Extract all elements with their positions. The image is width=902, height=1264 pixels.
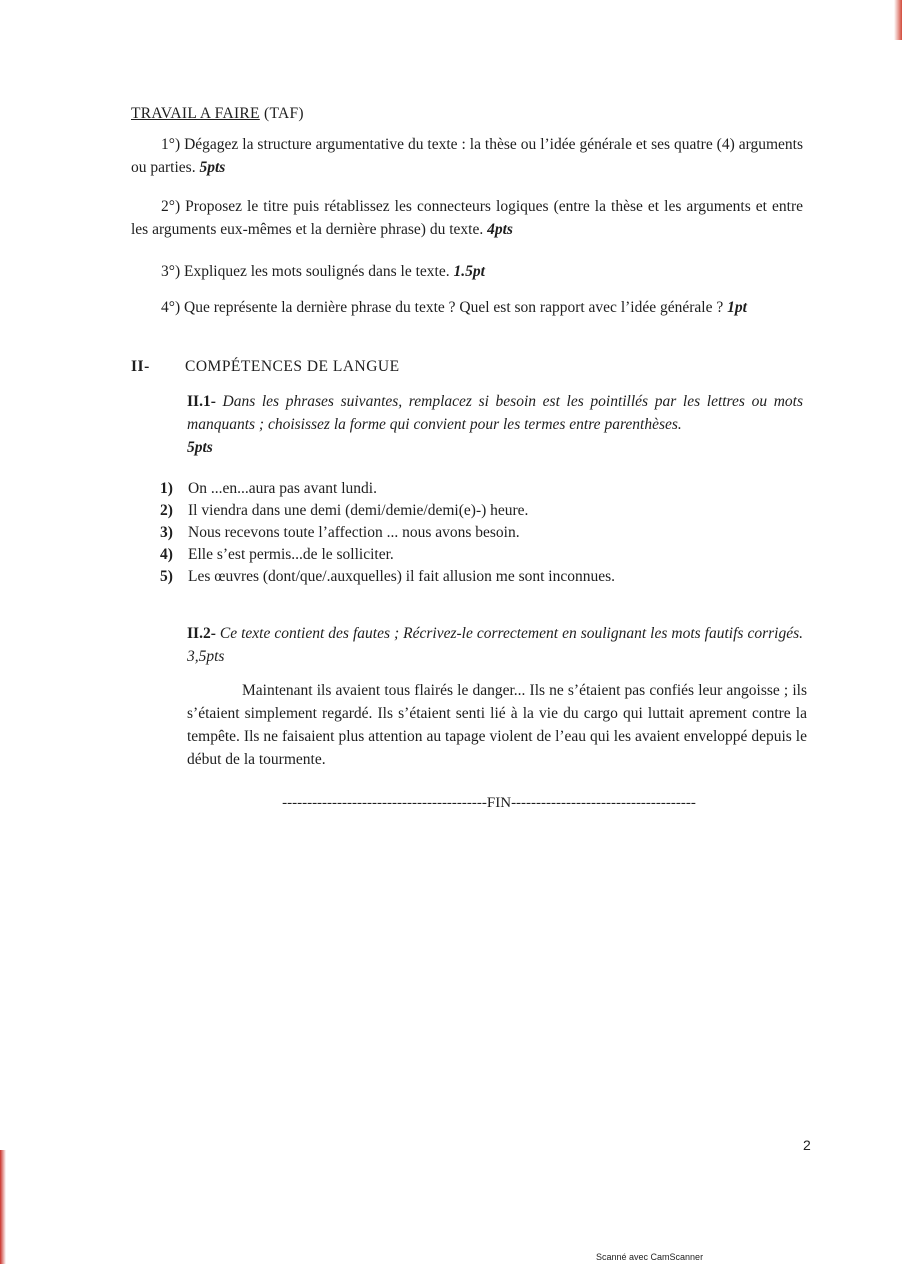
scan-edge-left bbox=[0, 1150, 6, 1264]
question-text: Que représente la dernière phrase du texte ? Quel est son rapport avec l’idée générale ? bbox=[180, 299, 728, 316]
list-item-text: Nous recevons toute l’affection ... nous avons besoin. bbox=[188, 524, 520, 541]
list-item-number: 4) bbox=[160, 546, 173, 563]
scanner-watermark: Scanné avec CamScanner bbox=[596, 1252, 704, 1262]
question-points: 1.5pt bbox=[453, 263, 485, 280]
question-label: 2°) bbox=[161, 198, 181, 215]
list-item-number: 5) bbox=[160, 568, 173, 585]
section-2-heading bbox=[131, 355, 400, 378]
section-title bbox=[131, 102, 304, 125]
paragraph-text: Maintenant ils avaient tous flairés le danger... Ils ne s’étaient pas confiés leur angoisse ; ils s’étaient simplement regardé. Ils s’étaient senti lié à la vie du cargo qui luttait aprement contre la tempête. Ils ne faisaient plus attention au tapage violent de l’eau qui les avaient enveloppé depuis le début de la tourmente. bbox=[187, 682, 807, 768]
exercise-2-label: II.2- bbox=[187, 625, 220, 642]
question-3 bbox=[131, 260, 803, 283]
list-item bbox=[160, 544, 615, 566]
exercise-1-text: Dans les phrases suivantes, remplacez si besoin est les pointillés par les lettres ou mots manquants ; choisissez la forme qui convient pour les termes entre parenthèses. bbox=[187, 393, 803, 433]
list-item-text: Elle s’est permis...de le solliciter. bbox=[188, 546, 394, 563]
list-item-text: Il viendra dans une demi (demi/demie/demi(e)-) heure. bbox=[188, 502, 529, 519]
question-label: 4°) bbox=[161, 299, 181, 316]
page-number: 2 bbox=[803, 1137, 811, 1153]
list-item-text: On ...en...aura pas avant lundi. bbox=[188, 480, 377, 497]
list-item-number: 3) bbox=[160, 524, 173, 541]
question-text: Proposez le titre puis rétablissez les connecteurs logiques (entre la thèse et les arguments et entre les arguments eux-mêmes et la dernière phrase) du texte. bbox=[131, 198, 803, 238]
exercise-2-paragraph bbox=[187, 679, 807, 771]
exercise-2-points: 3,5pts bbox=[187, 648, 225, 665]
section-2-number: II- bbox=[131, 358, 150, 375]
exercise-1-instruction bbox=[187, 390, 803, 459]
question-text: Expliquez les mots soulignés dans le texte. bbox=[180, 263, 454, 280]
question-text: Dégagez la structure argumentative du texte : la thèse ou l’idée générale et ses quatre (4) arguments ou parties. bbox=[131, 136, 803, 176]
question-2 bbox=[131, 195, 803, 241]
exercise-1-label: II.1- bbox=[187, 393, 223, 410]
exercise-2-text: Ce texte contient des fautes ; Récrivez-le correctement en soulignant les mots fautifs corrigés. bbox=[219, 625, 803, 642]
scan-edge-right bbox=[894, 0, 902, 40]
list-item-text: Les œuvres (dont/que/.auxquelles) il fait allusion me sont inconnues. bbox=[188, 568, 616, 585]
list-item bbox=[160, 500, 615, 522]
question-4 bbox=[131, 296, 803, 319]
list-item-number: 1) bbox=[160, 480, 173, 497]
question-points: 5pts bbox=[199, 159, 226, 176]
question-label: 3°) bbox=[161, 263, 181, 280]
question-points: 1pt bbox=[727, 299, 747, 316]
section-title-underlined: TRAVAIL A FAIRE bbox=[131, 105, 260, 122]
exercise-1-list bbox=[160, 478, 615, 588]
section-title-suffix: (TAF) bbox=[259, 105, 304, 122]
list-item-number: 2) bbox=[160, 502, 173, 519]
question-points: 4pts bbox=[487, 221, 513, 238]
question-1 bbox=[131, 133, 803, 179]
question-label: 1°) bbox=[161, 136, 181, 153]
list-item bbox=[160, 478, 615, 500]
list-item bbox=[160, 566, 615, 588]
exercise-1-points: 5pts bbox=[187, 439, 213, 456]
list-item bbox=[160, 522, 615, 544]
end-marker: -----------------------------------------FIN------------------------------------- bbox=[282, 795, 696, 811]
exercise-2-instruction bbox=[187, 622, 803, 668]
section-2-title: COMPÉTENCES DE LANGUE bbox=[185, 358, 400, 375]
